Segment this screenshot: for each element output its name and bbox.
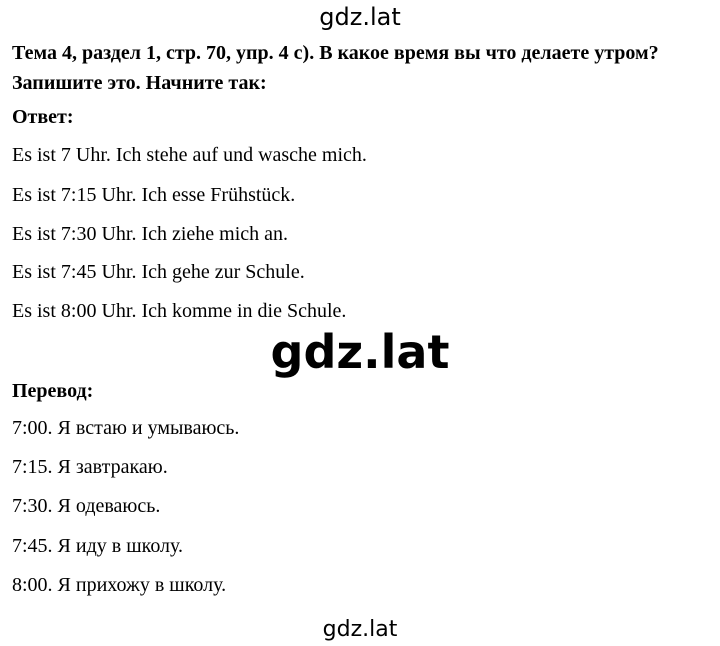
translation-line: 7:30. Я одеваюсь. [12,495,161,517]
answer-line: Es ist 7:15 Uhr. Ich esse Frühstück. [12,184,296,206]
watermark-top: gdz.lat [319,3,401,31]
translation-line: 7:45. Я иду в школу. [12,535,184,557]
task-statement: Тема 4, раздел 1, стр. 70, упр. 4 с). В какое время вы что делаете утром? Запишите это. Начните так: [12,42,659,94]
watermark-middle: gdz.lat [270,325,450,379]
watermark-bottom: gdz.lat [322,617,398,642]
translation-line: 8:00. Я прихожу в школу. [12,574,227,596]
answer-line: Es ist 7 Uhr. Ich stehe auf und wasche mich. [12,144,367,166]
translation-heading: Перевод: [12,380,94,402]
answer-heading: Ответ: [12,106,74,128]
translation-line: 7:15. Я завтракаю. [12,456,168,478]
translation-line: 7:00. Я встаю и умываюсь. [12,417,240,439]
answer-line: Es ist 7:45 Uhr. Ich gehe zur Schule. [12,261,305,283]
answer-line: Es ist 8:00 Uhr. Ich komme in die Schule. [12,300,347,322]
answer-line: Es ist 7:30 Uhr. Ich ziehe mich an. [12,223,289,245]
